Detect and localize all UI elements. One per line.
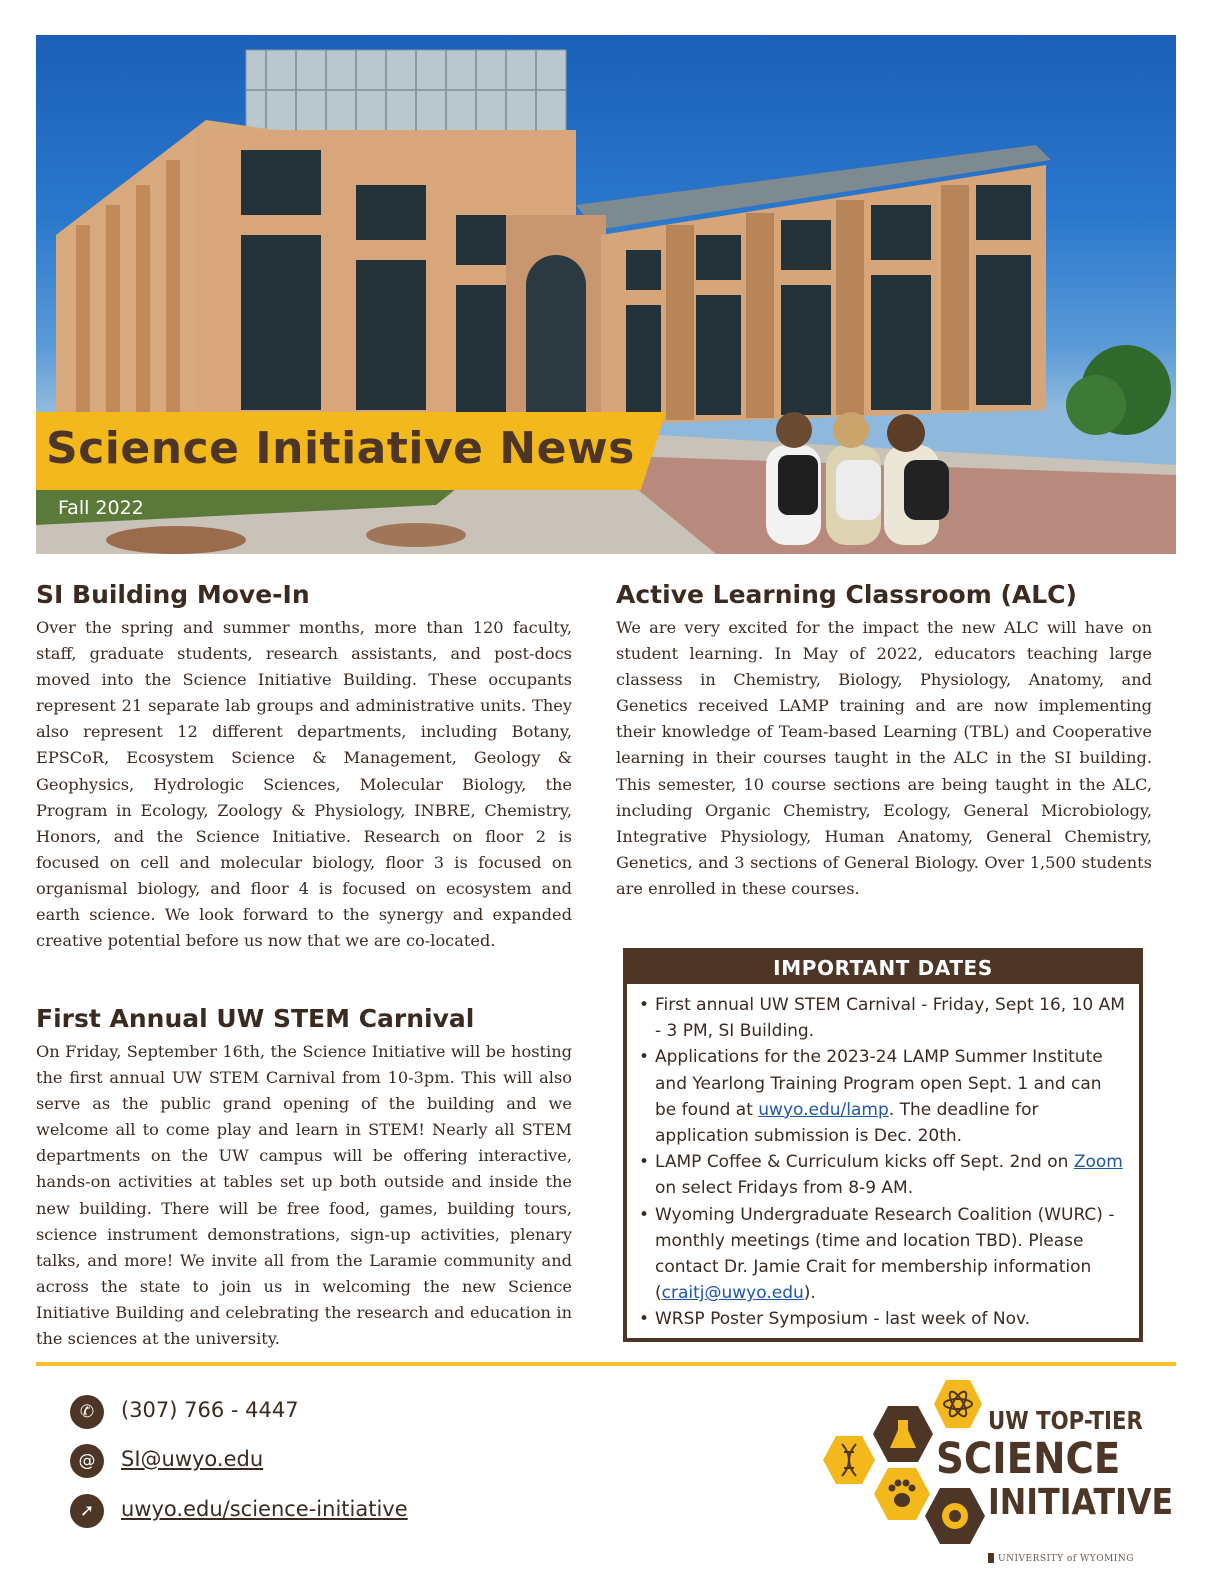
- bison-icon: [988, 1553, 994, 1563]
- atom-hex: [934, 1380, 982, 1428]
- website-link[interactable]: uwyo.edu/science-initiative: [121, 1497, 408, 1521]
- alc-heading: Active Learning Classroom (ALC): [616, 580, 1077, 609]
- crait-email-link[interactable]: craitj@uwyo.edu: [661, 1283, 804, 1304]
- zoom-link[interactable]: Zoom: [1073, 1152, 1123, 1173]
- date-item-poster-symposium: • WRSP Poster Symposium - last week of Nov.: [635, 1306, 1125, 1332]
- carnival-body: On Friday, September 16th, the Science Initiative will be hosting the first annual UW STEM Carnival from 10-3pm. This will also serve as the public grand opening of the building and we welcome all to come play and learn in STEM! Nearly all STEM departments on the UW campus will be offering interactive, hands-on activities at tables set up both outside and inside the new building. There will be free food, games, building tours, science instrument demonstrations, sign-up activities, plenary talks, and more! We invite all from the Laramie community and across the state to join us in welcoming the new Science Initiative Building and celebrating the research and education in the sciences at the university.: [36, 1042, 572, 1349]
- move-in-heading: SI Building Move-In: [36, 580, 310, 609]
- date-item-wurc: [635, 1202, 1125, 1307]
- flower-icon: [942, 1503, 968, 1529]
- important-dates-box: [623, 948, 1143, 1342]
- date-item-text: . The deadline for application submission is Dec. 20th.: [655, 1099, 1039, 1147]
- important-dates-heading: IMPORTANT DATES: [627, 952, 1139, 984]
- masthead-band: [36, 412, 666, 490]
- carnival-heading: First Annual UW STEM Carnival: [36, 1004, 475, 1033]
- arrow-icon: ➚: [70, 1494, 104, 1528]
- date-item-text: on select Fridays from 8-9 AM.: [655, 1178, 914, 1199]
- date-item-text: LAMP Coffee & Curriculum kicks off Sept. 2nd on: [655, 1152, 1074, 1173]
- lamp-link[interactable]: uwyo.edu/lamp: [758, 1099, 889, 1120]
- date-item-text: Wyoming Undergraduate Research Coalition (WURC) - monthly meetings (time and location TBD). Please contact Dr. Jamie Crait for membership information (: [655, 1204, 1115, 1304]
- logo-line-top-tier: UW TOP-TIER: [988, 1406, 1143, 1435]
- logo-line-science: SCIENCE: [936, 1434, 1121, 1484]
- date-item-text: Applications for the 2023-24 LAMP Summer Institute and Yearlong Training Program open Sept. 1 and can be found at: [655, 1047, 1103, 1120]
- phone-number: (307) 766 - 4447: [121, 1398, 299, 1422]
- date-item-carnival: • First annual UW STEM Carnival - Friday, Sept 16, 10 AM - 3 PM, SI Building.: [635, 992, 1125, 1044]
- footer-divider: [36, 1362, 1176, 1366]
- issue-season: Fall 2022: [58, 497, 144, 519]
- newsletter-title: Science Initiative News: [46, 423, 635, 474]
- at-icon: @: [70, 1444, 104, 1478]
- science-initiative-logo: [818, 1376, 1174, 1572]
- date-item-text: ).: [803, 1283, 816, 1304]
- email-link[interactable]: SI@uwyo.edu: [121, 1447, 264, 1471]
- alc-body: We are very excited for the impact the new ALC will have on student learning. In May of 2022, educators teaching large classess in Chemistry, Biology, Physiology, Anatomy, and Genetics received LAMP training and are now implementing their knowledge of Team-based Learning (TBL) and Cooperative learning in their courses taught in the ALC in the SI building. This semester, 10 course sections are being taught in the ALC, including Organic Chemistry, Ecology, General Microbiology, Integrative Physiology, Human Anatomy, General Chemistry, Genetics, and 3 sections of General Biology. Over 1,500 students are enrolled in these courses.: [616, 618, 1152, 898]
- logo-line-initiative: INITIATIVE: [988, 1482, 1174, 1523]
- article-move-in: [36, 580, 572, 954]
- important-dates-list: [627, 984, 1139, 1333]
- article-carnival: [36, 1004, 572, 1352]
- move-in-body: Over the spring and summer months, more than 120 faculty, staff, graduate students, research assistants, and post-docs moved into the Science Initiative Building. These occupants represent 21 separate lab groups and administrative units. They also represent 12 different departments, including Botany, EPSCoR, Ecosystem Science & Management, Geology & Geophysics, Hydrologic Sciences, Molecular Biology, the Program in Ecology, Zoology & Physiology, INBRE, Chemistry, Honors, and the Science Initiative. Research on floor 2 is focused on cell and molecular biology, floor 3 is focused on organismal biology, and floor 4 is focused on ecosystem and earth science. We look forward to the synergy and expanded creative potential before us now that we are co-located.: [36, 618, 572, 951]
- phone-icon: ✆: [70, 1395, 104, 1429]
- date-item-coffee-curriculum: [635, 1149, 1125, 1201]
- article-alc: [616, 580, 1152, 902]
- date-item-lamp-applications: [635, 1044, 1125, 1149]
- logo-university: UNIVERSITY of WYOMING: [998, 1554, 1134, 1564]
